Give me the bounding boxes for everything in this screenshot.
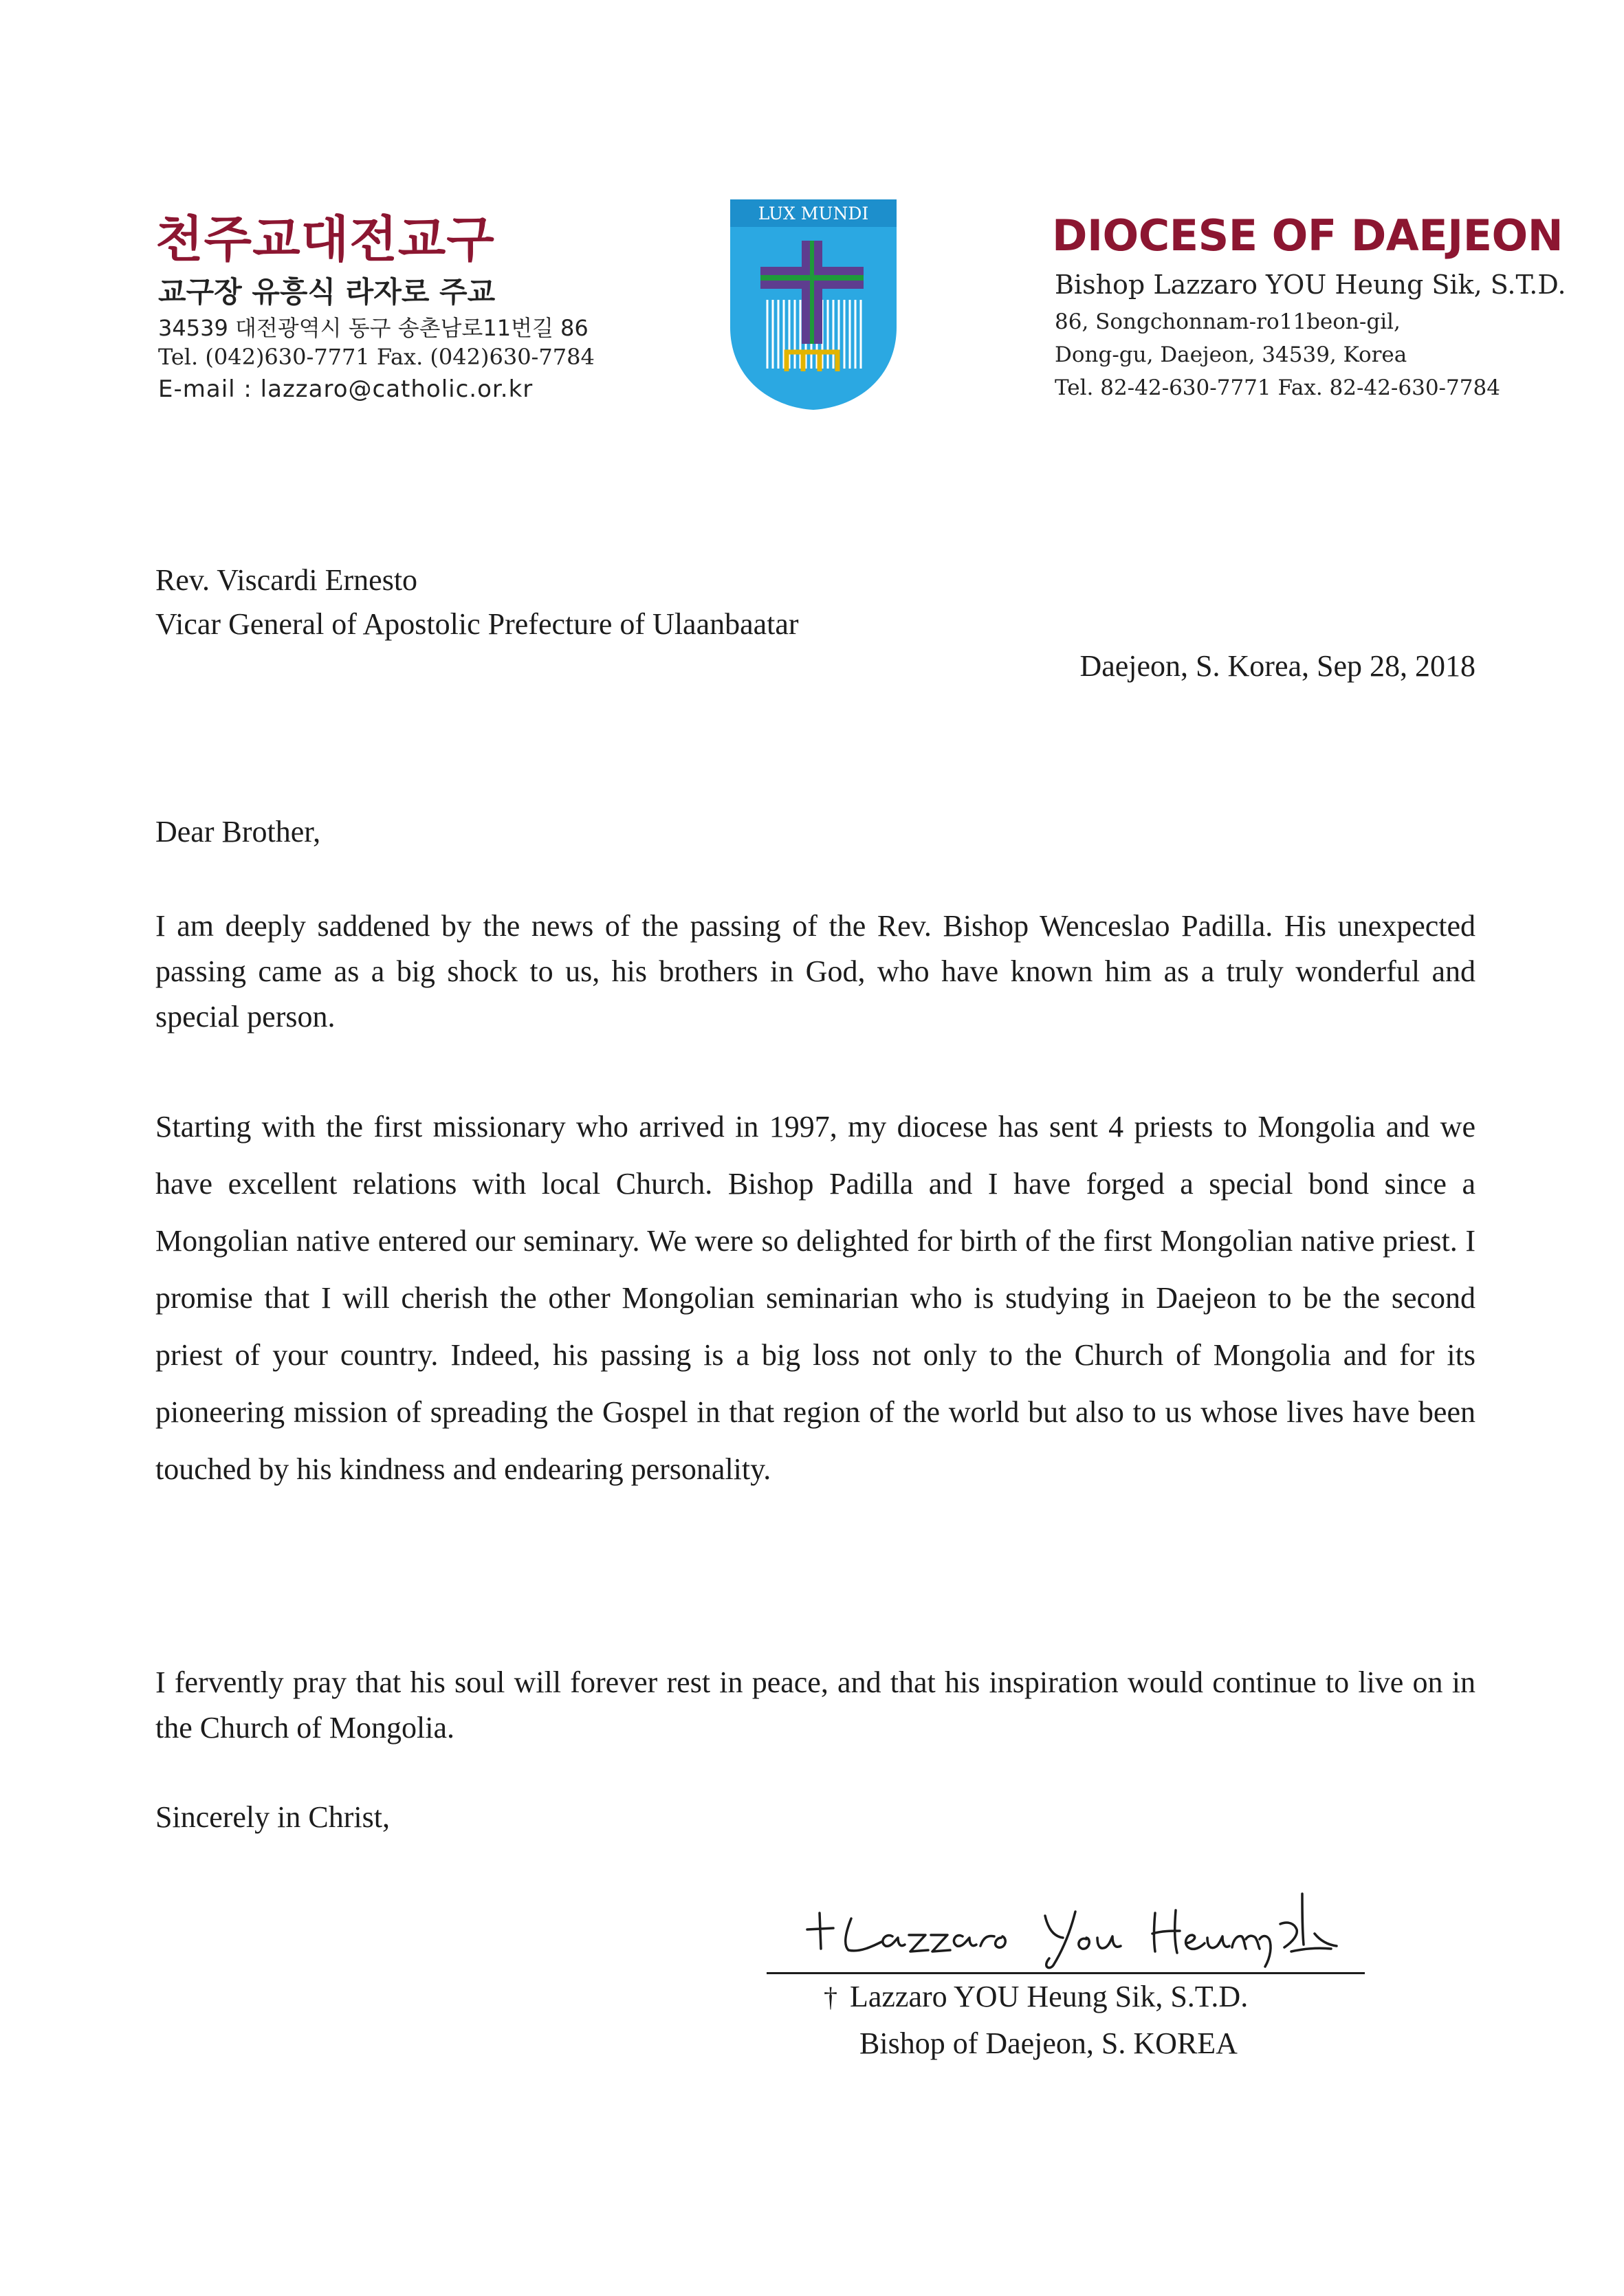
greeting: Dear Brother, <box>155 815 321 849</box>
closing: Sincerely in Christ, <box>155 1800 390 1834</box>
korean-tel-fax: Tel. (042)630-7771 Fax. (042)630-7784 <box>158 344 595 370</box>
body-paragraph-1: I am deeply saddened by the news of the passing of the Rev. Bishop Wenceslao Padilla. His unexpected passing came as a big shock to us, his brothers in God, who have known him as a truly wonderful and special person. <box>155 909 1475 1034</box>
signature-line <box>767 1972 1365 1974</box>
handwritten-signature <box>798 1870 1348 1974</box>
crest-motto: LUX MUNDI <box>758 204 869 223</box>
recipient-name: Rev. Viscardi Ernesto <box>155 563 418 597</box>
korean-email: E-mail : lazzaro@catholic.or.kr <box>158 375 534 403</box>
signatory-name-text: Lazzaro YOU Heung Sik, S.T.D. <box>850 1980 1249 2013</box>
letter-date: Daejeon, S. Korea, Sep 28, 2018 <box>1079 649 1475 683</box>
korean-bishop-line: 교구장 유흥식 라자로 주교 <box>158 275 496 309</box>
body-paragraph-3: I fervently pray that his soul will forever rest in peace, and that his inspiration would continue to live on in the Church of Mongolia. <box>155 1665 1475 1745</box>
english-diocese-title: DIOCESE OF DAEJEON <box>1052 210 1563 261</box>
signatory-name <box>824 1979 1248 2014</box>
korean-address: 34539 대전광역시 동구 송촌남로11번길 86 <box>158 315 589 341</box>
recipient-title: Vicar General of Apostolic Prefecture of Ulaanbaatar <box>155 607 799 641</box>
signatory-title: Bishop of Daejeon, S. KOREA <box>859 2026 1238 2060</box>
korean-diocese-title: 천주교대전교구 <box>155 210 495 268</box>
body-paragraph-2: Starting with the first missionary who arrived in 1997, my diocese has sent 4 priests to Mongolia and we have excellent relations with local Church. Bishop Padilla and I have forged a special bond since a Mongolian native entered our seminary. We were so delighted for birth of the first Mongolian native priest. I promise that I will cherish the other Mongolian seminarian who is studying in Daejeon to be the second priest of your country. Indeed, his passing is a big loss not only to the Church of Mongolia and for its pioneering mission of spreading the Gospel in that region of the world but also to us whose lives have been touched by his kindness and endearing personality. <box>155 1110 1475 1486</box>
english-address-line1: 86, Songchonnam-ro11beon-gil, <box>1055 309 1401 334</box>
english-bishop-line: Bishop Lazzaro YOU Heung Sik, S.T.D. <box>1055 270 1566 300</box>
english-address-line2: Dong-gu, Daejeon, 34539, Korea <box>1055 342 1407 367</box>
english-tel-fax: Tel. 82-42-630-7771 Fax. 82-42-630-7784 <box>1055 375 1500 400</box>
diocese-crest-logo <box>727 197 899 413</box>
cross-icon: † <box>824 1982 837 2013</box>
